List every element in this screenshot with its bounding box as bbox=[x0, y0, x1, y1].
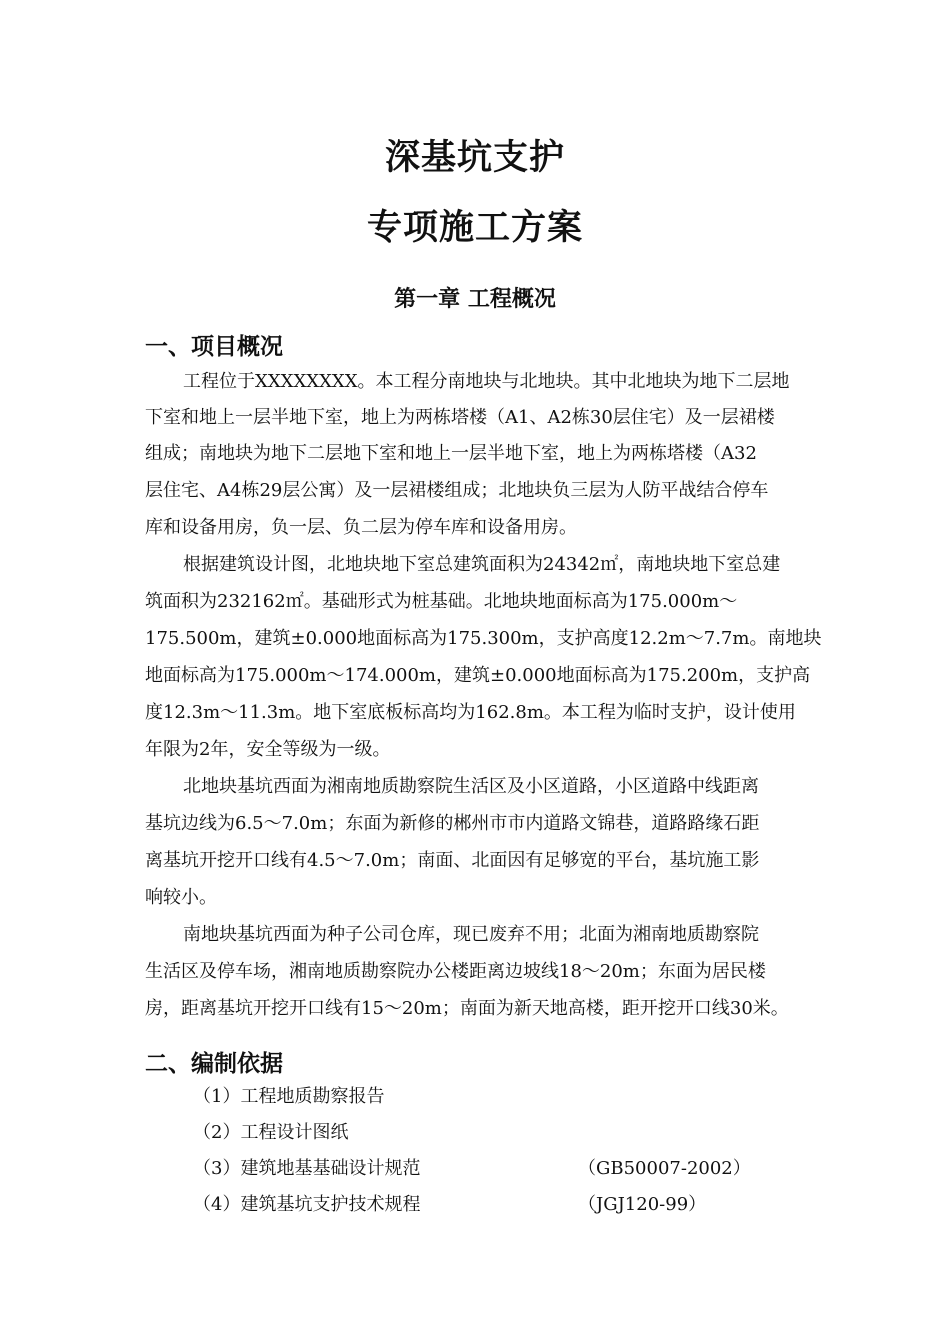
reference-code: （JGJ120-99） bbox=[578, 1194, 707, 1215]
paragraph-line: 南地块基坑西面为种子公司仓库，现已废弃不用；北面为湘南地质勘察院 bbox=[183, 924, 759, 945]
paragraph-line: 离基坑开挖开口线有4.5～7.0m；南面、北面因有足够宽的平台，基坑施工影 bbox=[145, 850, 760, 871]
paragraph-line: 度12.3m～11.3m。地下室底板标高均为162.8m。本工程为临时支护，设计使用 bbox=[145, 702, 796, 723]
reference-label: （1）工程地质勘察报告 bbox=[193, 1086, 385, 1107]
reference-label: （3）建筑地基基础设计规范 bbox=[193, 1158, 421, 1179]
paragraph-line: 工程位于XXXXXXXX。本工程分南地块与北地块。其中北地块为地下二层地 bbox=[183, 371, 790, 392]
reference-item bbox=[193, 1157, 753, 1181]
paragraph-line: 基坑边线为6.5～7.0m；东面为新修的郴州市市内道路文锦巷，道路路缘石距 bbox=[145, 813, 760, 834]
paragraph-line: 层住宅、A4栋29层公寓）及一层裙楼组成；北地块负三层为人防平战结合停车 bbox=[145, 480, 769, 501]
paragraph-line: 地面标高为175.000m～174.000m，建筑±0.000地面标高为175.200m，支护高 bbox=[145, 665, 811, 686]
paragraph-line: 组成；南地块为地下二层地下室和地上一层半地下室，地上为两栋塔楼（A32 bbox=[145, 443, 757, 464]
paragraph-line: 生活区及停车场，湘南地质勘察院办公楼距离边坡线18～20m；东面为居民楼 bbox=[145, 961, 766, 982]
reference-item bbox=[193, 1085, 753, 1109]
paragraph-line: 根据建筑设计图，北地块地下室总建筑面积为24342㎡，南地块地下室总建 bbox=[183, 554, 781, 575]
paragraph-line: 筑面积为232162㎡。基础形式为桩基础。北地块地面标高为175.000m～ bbox=[145, 591, 738, 612]
paragraph-line: 库和设备用房，负一层、负二层为停车库和设备用房。 bbox=[145, 517, 577, 538]
paragraph-line: 年限为2年，安全等级为一级。 bbox=[145, 739, 391, 760]
paragraph-line: 175.500m，建筑±0.000地面标高为175.300m，支护高度12.2m～7.7m。南地块 bbox=[145, 628, 822, 649]
section-heading-basis: 二、编制依据 bbox=[145, 1051, 283, 1077]
reference-code: （GB50007-2002） bbox=[578, 1158, 751, 1179]
document-title-line2: 专项施工方案 bbox=[366, 208, 583, 248]
paragraph-line: 下室和地上一层半地下室，地上为两栋塔楼（A1、A2栋30层住宅）及一层裙楼 bbox=[145, 407, 775, 428]
section-heading-overview: 一、项目概况 bbox=[145, 334, 283, 360]
document-title-line1: 深基坑支护 bbox=[384, 138, 565, 178]
reference-item bbox=[193, 1193, 753, 1217]
paragraph-line: 北地块基坑西面为湘南地质勘察院生活区及小区道路，小区道路中线距离 bbox=[183, 776, 759, 797]
paragraph-line: 房，距离基坑开挖开口线有15～20m；南面为新天地高楼，距开挖开口线30米。 bbox=[145, 998, 789, 1019]
paragraph-line: 响较小。 bbox=[145, 887, 217, 908]
reference-label: （4）建筑基坑支护技术规程 bbox=[193, 1194, 421, 1215]
reference-label: （2）工程设计图纸 bbox=[193, 1122, 349, 1143]
reference-item bbox=[193, 1121, 753, 1145]
chapter-heading: 第一章 工程概况 bbox=[394, 287, 556, 312]
